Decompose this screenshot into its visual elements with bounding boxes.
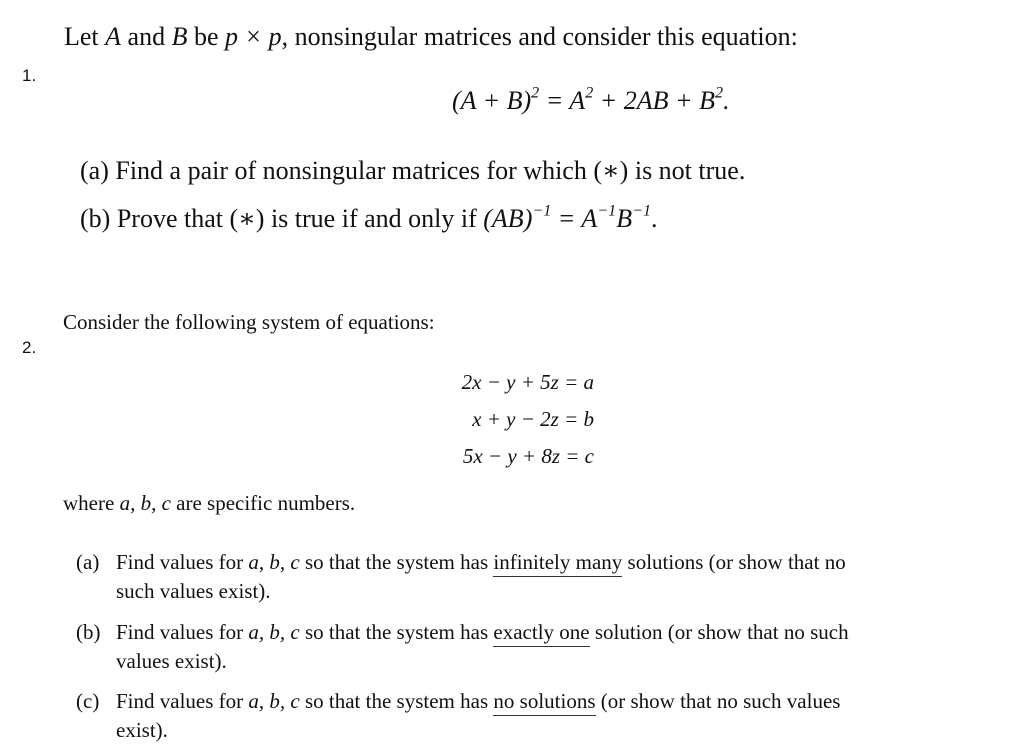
where-text: are specific numbers. <box>170 491 356 515</box>
intro-text: , nonsingular matrices and consider this equation: <box>281 22 798 51</box>
math-expression: B <box>616 204 633 233</box>
variables: a, b, c <box>248 550 300 574</box>
exponent: 2 <box>531 84 540 102</box>
problem-2-part-a <box>76 548 976 606</box>
variables: a, b, c <box>248 620 300 644</box>
equation-part: + 2AB + B <box>593 86 715 115</box>
equation-star <box>452 86 730 116</box>
math-expression: = A <box>551 204 598 233</box>
part-end: . <box>651 204 658 233</box>
part-text: Prove that (∗) is true if and only if <box>110 204 484 233</box>
variables: a, b, c <box>248 689 300 713</box>
underlined-phrase: infinitely many <box>493 550 622 577</box>
exponent: −1 <box>532 202 552 220</box>
part-text: (or show that no such values <box>595 689 841 713</box>
part-label: (c) <box>76 689 100 713</box>
intro-text: be <box>187 22 226 51</box>
problem-1-part-b <box>80 204 658 234</box>
part-continuation: values exist). <box>116 649 227 673</box>
exponent: 2 <box>585 84 594 102</box>
part-text: so that the system has <box>299 550 494 574</box>
matrix-a-symbol: A <box>105 22 122 51</box>
part-continuation: such values exist). <box>116 579 271 603</box>
part-text: Find values for <box>116 550 249 574</box>
part-text: solution (or show that no such <box>589 620 849 644</box>
intro-text: Let <box>64 22 106 51</box>
matrix-b-symbol: B <box>171 22 188 51</box>
equation-system <box>436 364 594 475</box>
exponent: 2 <box>715 84 724 102</box>
problem-2-part-b <box>76 618 976 676</box>
problem-2-intro: Consider the following system of equations: <box>63 310 435 334</box>
part-label: (a) <box>80 156 109 185</box>
problem-1-intro <box>64 22 798 52</box>
math-expression: (AB) <box>483 204 533 233</box>
part-text: solutions (or show that no <box>622 550 846 574</box>
exponent: −1 <box>597 202 617 220</box>
part-label: (b) <box>76 620 101 644</box>
problem-1-number: 1. <box>22 66 37 85</box>
part-text: Find values for <box>116 689 249 713</box>
part-text: so that the system has <box>299 689 494 713</box>
part-label: (b) <box>80 204 111 233</box>
problem-2-where <box>63 491 355 516</box>
problem-2-part-c <box>76 687 976 745</box>
underlined-phrase: no solutions <box>493 689 595 716</box>
equation-part: = A <box>539 86 586 115</box>
problem-2-number: 2. <box>22 338 37 357</box>
where-text: where <box>63 491 120 515</box>
part-text: so that the system has <box>299 620 494 644</box>
exponent: −1 <box>632 202 652 220</box>
system-equation-1: 2x − y + 5z = a <box>461 370 594 394</box>
system-equation-3: 5x − y + 8z = c <box>462 444 594 468</box>
part-text: Find a pair of nonsingular matrices for which (∗) is not true. <box>108 156 746 185</box>
dimension-expression: p × p <box>225 22 282 51</box>
equation-lhs: (A + B) <box>452 86 532 115</box>
system-equation-2: x + y − 2z = b <box>472 407 594 431</box>
part-continuation: exist). <box>116 718 168 742</box>
underlined-phrase: exactly one <box>493 620 589 647</box>
part-text: Find values for <box>116 620 249 644</box>
equation-end: . <box>723 86 730 115</box>
variables: a, b, c <box>119 491 171 515</box>
problem-1-part-a <box>80 156 745 186</box>
part-label: (a) <box>76 550 100 574</box>
intro-text: and <box>121 22 172 51</box>
